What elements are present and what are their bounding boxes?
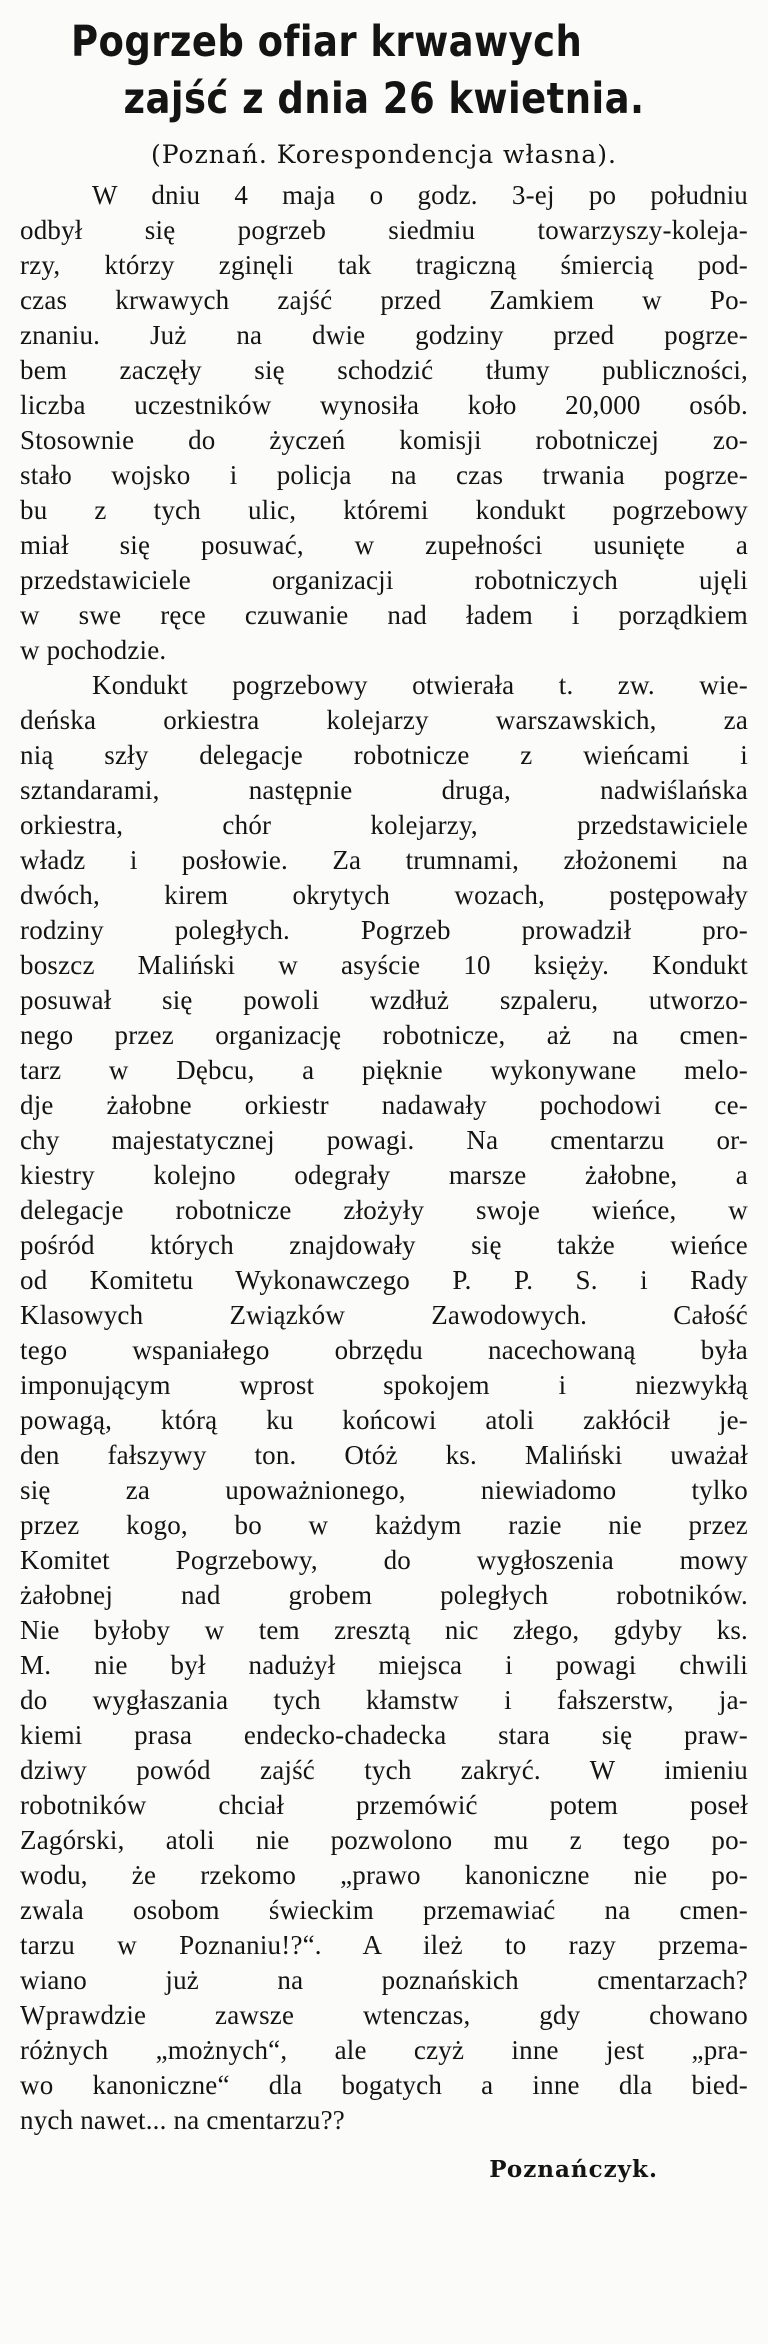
text-line: dje żałobne orkiestr nadawały pochodowi ce- [20, 1090, 748, 1120]
text-line: się za upoważnionego, niewiadomo tylko [20, 1475, 748, 1505]
article-body [20, 178, 748, 2138]
text-line: odbył się pogrzeb siedmiu towarzyszy-koleja- [20, 215, 748, 245]
signature: Poznańczyk. [489, 2156, 658, 2183]
text-line: Zagórski, atoli nie pozwolono mu z tego po- [20, 1825, 748, 1855]
byline: (Poznań. Korespondencja własna). [150, 140, 618, 169]
headline-line-1: Pogrzeb ofiar krwawych [70, 17, 583, 67]
text-line: tego wspaniałego obrzędu nacechowaną była [20, 1335, 748, 1365]
text-line: pośród których znajdowały się także wieńce [20, 1230, 748, 1260]
text-line: orkiestra, chór kolejarzy, przedstawiciele [20, 810, 748, 840]
text-line: różnych „możnych“, ale czyż inne jest „pra- [20, 2035, 748, 2065]
text-line: chy majestatycznej powagi. Na cmentarzu or- [20, 1125, 748, 1155]
paragraph-2 [20, 668, 748, 2138]
text-line: Klasowych Związków Zawodowych. Całość [20, 1300, 748, 1330]
text-line: posuwał się powoli wzdłuż szpaleru, utworzo- [20, 985, 748, 1015]
text-line: M. nie był nadużył miejsca i powagi chwili [20, 1650, 748, 1680]
text-line: boszcz Maliński w asyście 10 księży. Kondukt [20, 950, 748, 980]
text-line: przedstawiciele organizacji robotniczych ujęli [20, 565, 748, 595]
text-line: stało wojsko i policja na czas trwania pogrze- [20, 460, 748, 490]
text-line: kiemi prasa endecko-chadecka stara się praw- [20, 1720, 748, 1750]
paragraph-1 [20, 178, 748, 668]
text-line: W dniu 4 maja o godz. 3-ej po południu [92, 180, 748, 210]
text-line: kiestry kolejno odegrały marsze żałobne, a [20, 1160, 748, 1190]
text-line: nią szły delegacje robotnicze z wieńcami i [20, 740, 748, 770]
text-line: żałobnej nad grobem poległych robotników. [20, 1580, 748, 1610]
text-line: czas krwawych zajść przed Zamkiem w Po- [20, 285, 748, 315]
text-line: Nie byłoby w tem zresztą nic złego, gdyby ks. [20, 1615, 748, 1645]
text-line: zwala osobom świeckim przemawiać na cmen- [20, 1895, 748, 1925]
text-line: rzy, którzy zginęli tak tragiczną śmiercią pod- [20, 250, 748, 280]
text-line: wodu, że rzekomo „prawo kanoniczne nie po- [20, 1860, 748, 1890]
text-line: Wprawdzie zawsze wtenczas, gdy chowano [20, 2000, 748, 2030]
text-line: dwóch, kirem okrytych wozach, postępowały [20, 880, 748, 910]
text-line: wiano już na poznańskich cmentarzach? [20, 1965, 748, 1995]
text-line: Stosownie do życzeń komisji robotniczej zo- [20, 425, 748, 455]
text-line: deńska orkiestra kolejarzy warszawskich, za [20, 705, 748, 735]
text-line: Kondukt pogrzebowy otwierała t. zw. wie- [92, 670, 748, 700]
text-line: imponującym wprost spokojem i niezwykłą [20, 1370, 748, 1400]
text-line: miał się posuwać, w zupełności usunięte a [20, 530, 748, 560]
text-line: w swe ręce czuwanie nad ładem i porządkiem [20, 600, 748, 630]
text-line: sztandarami, następnie druga, nadwiślańska [20, 775, 748, 805]
headline [71, 14, 697, 128]
text-line: w pochodzie. [20, 635, 167, 665]
text-line: wo kanoniczne“ dla bogatych a inne dla bied- [20, 2070, 748, 2100]
text-line: tarz w Dębcu, a pięknie wykonywane melo- [20, 1055, 748, 1085]
text-line: od Komitetu Wykonawczego P. P. S. i Rady [20, 1265, 748, 1295]
text-line: Komitet Pogrzebowy, do wygłoszenia mowy [20, 1545, 748, 1575]
headline-line-2: zajść z dnia 26 kwietnia. [123, 74, 645, 124]
text-line: do wygłaszania tych kłamstw i fałszerstw, ja- [20, 1685, 748, 1715]
text-line: tarzu w Poznaniu!?“. A ileż to razy przemа- [20, 1930, 748, 1960]
text-line: znaniu. Już na dwie godziny przed pogrze- [20, 320, 748, 350]
text-line: nych nawet... na cmentarzu?? [20, 2105, 345, 2135]
text-line: delegacje robotnicze złożyły swoje wieńce, w [20, 1195, 748, 1225]
text-line: rodziny poległych. Pogrzeb prowadził pro- [20, 915, 748, 945]
text-line: den fałszywy ton. Otóż ks. Maliński uważał [20, 1440, 748, 1470]
text-line: robotników chciał przemówić potem poseł [20, 1790, 748, 1820]
text-line: liczba uczestników wynosiła koło 20,000 osób. [20, 390, 748, 420]
text-line: przez kogo, bo w każdym razie nie przez [20, 1510, 748, 1540]
text-line: dziwy powód zajść tych zakryć. W imieniu [20, 1755, 748, 1785]
text-line: bu z tych ulic, któremi kondukt pogrzebowy [20, 495, 748, 525]
text-line: powagą, którą ku końcowi atoli zakłócił je- [20, 1405, 748, 1435]
text-line: władz i posłowie. Za trumnami, złożonemi na [20, 845, 748, 875]
text-line: nego przez organizację robotnicze, aż na cmen- [20, 1020, 748, 1050]
text-line: bem zaczęły się schodzić tłumy publiczności, [20, 355, 748, 385]
